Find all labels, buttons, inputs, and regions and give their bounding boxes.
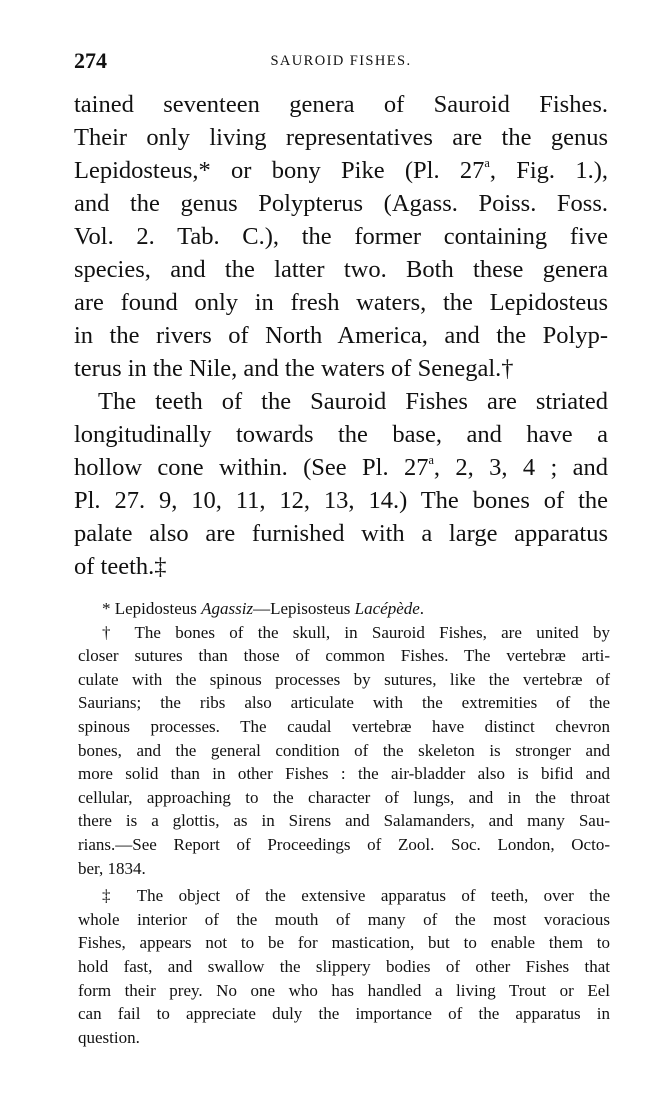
footnote-line: there is a glottis, as in Sirens and Salamanders, and many Sau- <box>78 811 610 831</box>
text-line: The teeth of the Sauroid Fishes are striated <box>98 388 608 415</box>
text-line: species, and the latter two. Both these genera <box>74 256 608 283</box>
text-line <box>74 451 608 484</box>
text-line: are found only in fresh waters, the Lepidosteus <box>74 289 608 316</box>
italic-author: Agassiz <box>201 599 254 618</box>
footnote-line <box>78 597 610 621</box>
text-line: terus in the Nile, and the waters of Senegal.† <box>74 355 514 382</box>
footnotes <box>78 597 610 1049</box>
text-line <box>74 154 608 187</box>
footnote-line: whole interior of the mouth of many of the most voracious <box>78 909 610 929</box>
superscript: a <box>428 452 434 467</box>
footnote-line: question. <box>78 1027 140 1047</box>
running-head <box>74 48 608 74</box>
text-run: Lepidosteus <box>114 599 202 618</box>
footnote-line: cellular, approaching to the character of lungs, and in the throat <box>78 787 610 807</box>
footnote-line: hold fast, and swallow the slippery bodies of other Fishes that <box>78 956 610 976</box>
footnote-double-dagger <box>78 884 610 1049</box>
text-run: . <box>419 599 425 618</box>
footnote-mark: * <box>102 599 111 618</box>
text-run: hollow cone within. (See Pl. 27 <box>74 454 429 481</box>
text-line: tained seventeen genera of Sauroid Fishes. <box>74 91 608 118</box>
paragraph-1 <box>74 88 608 385</box>
footnote-line: can fail to appreciate duly the importance of the apparatus in <box>78 1004 610 1024</box>
footnote-line: more solid than in other Fishes : the air-bladder also is bifid and <box>78 764 610 784</box>
footnote-line: ‡ The object of the extensive apparatus of teeth, over the <box>102 886 610 906</box>
text-line: in the rivers of North America, and the Polyp- <box>74 322 608 349</box>
footnote-line: form their prey. No one who has handled a living Trout or Eel <box>78 980 610 1000</box>
footnote-line: ber, 1834. <box>78 858 146 878</box>
footnote-line: Fishes, appears not to be for mastication, but to enable them to <box>78 933 610 953</box>
footnote-asterisk <box>78 597 610 621</box>
text-line: of teeth.‡ <box>74 553 167 580</box>
footnote-line: bones, and the general condition of the skeleton is stronger and <box>78 740 610 760</box>
text-line: Their only living representatives are the genus <box>74 124 608 151</box>
footnote-line: closer sutures than those of common Fishes. The vertebræ arti- <box>78 646 610 666</box>
footnote-dagger <box>78 621 610 881</box>
text-run: —Lepisosteus <box>253 599 355 618</box>
text-line: Vol. 2. Tab. C.), the former containing five <box>74 223 608 250</box>
footnote-line: rians.—See Report of Proceedings of Zool. Soc. London, Octo- <box>78 834 610 854</box>
running-title: SAUROID FISHES. <box>270 53 412 69</box>
italic-author: Lacépède <box>354 599 420 618</box>
text-run: , 2, 3, 4 ; and <box>433 454 609 481</box>
superscript: a <box>484 155 490 170</box>
text-line: and the genus Polypterus (Agass. Poiss. Foss. <box>74 190 608 217</box>
page-number: 274 <box>74 48 107 73</box>
text-line: palate also are furnished with a large apparatus <box>74 520 608 547</box>
footnote-line: Saurians; the ribs also articulate with the extremities of the <box>78 693 610 713</box>
text-line: Pl. 27. 9, 10, 11, 12, 13, 14.) The bones of the <box>74 487 608 514</box>
footnote-line: † The bones of the skull, in Sauroid Fishes, are united by <box>102 622 610 642</box>
text-run: Lepidosteus,* or bony Pike (Pl. 27 <box>74 157 485 184</box>
footnote-line: spinous processes. The caudal vertebræ have distinct chevron <box>78 716 610 736</box>
text-line: longitudinally towards the base, and have a <box>74 421 608 448</box>
paragraph-2 <box>74 385 608 583</box>
text-run: , Fig. 1.), <box>489 157 608 184</box>
main-text <box>74 88 608 583</box>
footnote-line: culate with the spinous processes by sutures, like the vertebræ of <box>78 669 610 689</box>
